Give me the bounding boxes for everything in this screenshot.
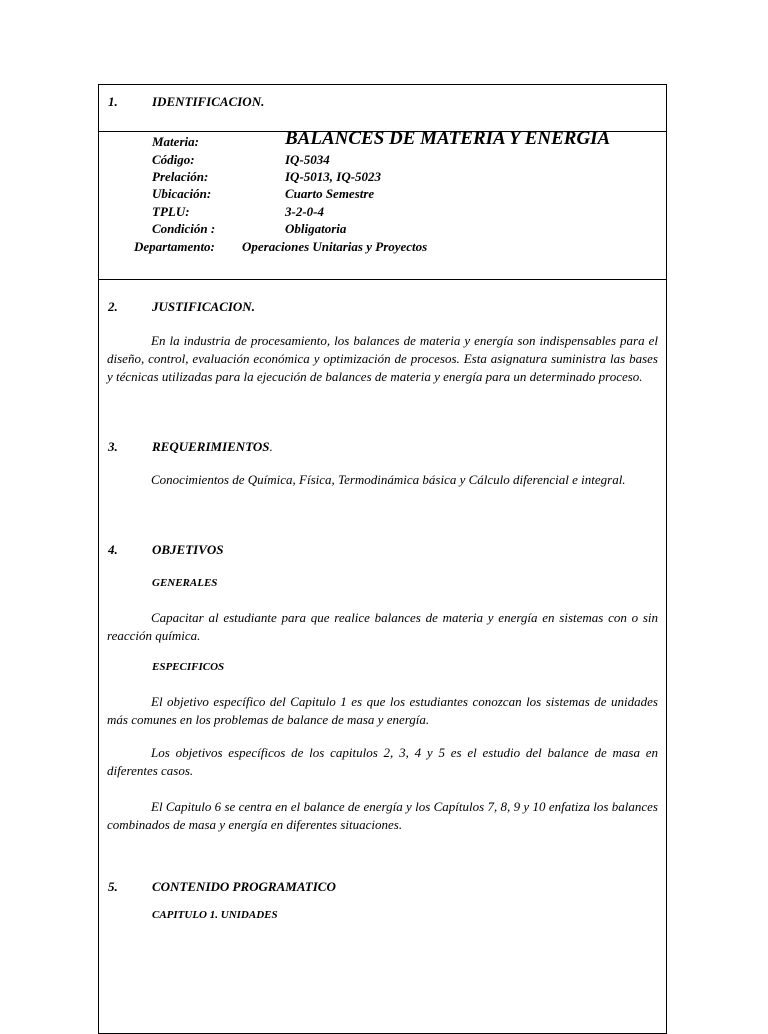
- especificos-paragraph-1: El objetivo específico del Capitulo 1 es que los estudiantes conozcan los sistemas de unidades más comunes en los problemas de balance de masa y energía.: [107, 694, 658, 727]
- condicion-label: Condición :: [152, 221, 216, 236]
- section-title-contenido: CONTENIDO PROGRAMATICO: [152, 879, 336, 894]
- prelacion-value: IQ-5013, IQ-5023: [285, 169, 382, 184]
- especificos-paragraph-2: Los objetivos específicos de los capitulos 2, 3, 4 y 5 es el estudio del balance de masa en diferentes casos.: [107, 745, 658, 778]
- capitulo-1-heading: CAPITULO 1. UNIDADES: [152, 909, 278, 921]
- requerimientos-paragraph: Conocimientos de Química, Física, Termodinámica básica y Cálculo diferencial e integral.: [151, 472, 626, 487]
- generales-label: GENERALES: [152, 577, 218, 589]
- codigo-label: Código:: [152, 152, 195, 167]
- condicion-value: Obligatoria: [285, 221, 347, 236]
- tplu-label: TPLU:: [152, 204, 190, 219]
- codigo-value: IQ-5034: [285, 152, 330, 167]
- section-number: 5.: [108, 879, 118, 894]
- section-number: 2.: [108, 299, 118, 314]
- generales-paragraph: Capacitar al estudiante para que realice balances de materia y energía en sistemas con o sin reacción química.: [107, 610, 658, 643]
- ubicacion-value: Cuarto Semestre: [285, 186, 375, 201]
- section-number: 1.: [108, 94, 118, 109]
- section-title-requerimientos: REQUERIMIENTOS.: [152, 439, 273, 454]
- section-title-justificacion: JUSTIFICACION.: [152, 299, 255, 314]
- divider-line: [99, 279, 666, 280]
- materia-label: Materia:: [152, 134, 199, 149]
- especificos-paragraph-3: El Capitulo 6 se centra en el balance de energía y los Capítulos 7, 8, 9 y 10 enfatiza los balances combinados de masa y energía en diferentes situaciones.: [107, 799, 658, 832]
- section-number: 3.: [108, 439, 118, 454]
- prelacion-label: Prelación:: [152, 169, 209, 184]
- ubicacion-label: Ubicación:: [152, 186, 212, 201]
- section-number: 4.: [108, 542, 118, 557]
- section-title-objetivos: OBJETIVOS: [152, 542, 224, 557]
- section-title-identificacion: IDENTIFICACION.: [152, 94, 265, 109]
- departamento-value: Operaciones Unitarias y Proyectos: [242, 239, 428, 254]
- especificos-label: ESPECIFICOS: [152, 661, 225, 673]
- departamento-label: Departamento:: [134, 239, 215, 254]
- justificacion-paragraph: En la industria de procesamiento, los balances de materia y energía son indispensables para el diseño, control, evaluación económica y optimización de procesos. Esta asignatura suministra las bases y técnicas utilizadas para la ejecución de balances de materia y energía para un determinado proceso.: [107, 333, 658, 384]
- tplu-value: 3-2-0-4: [285, 204, 324, 219]
- document-frame: [98, 84, 667, 1034]
- materia-value: BALANCES DE MATERIA Y ENERGIA: [285, 128, 611, 149]
